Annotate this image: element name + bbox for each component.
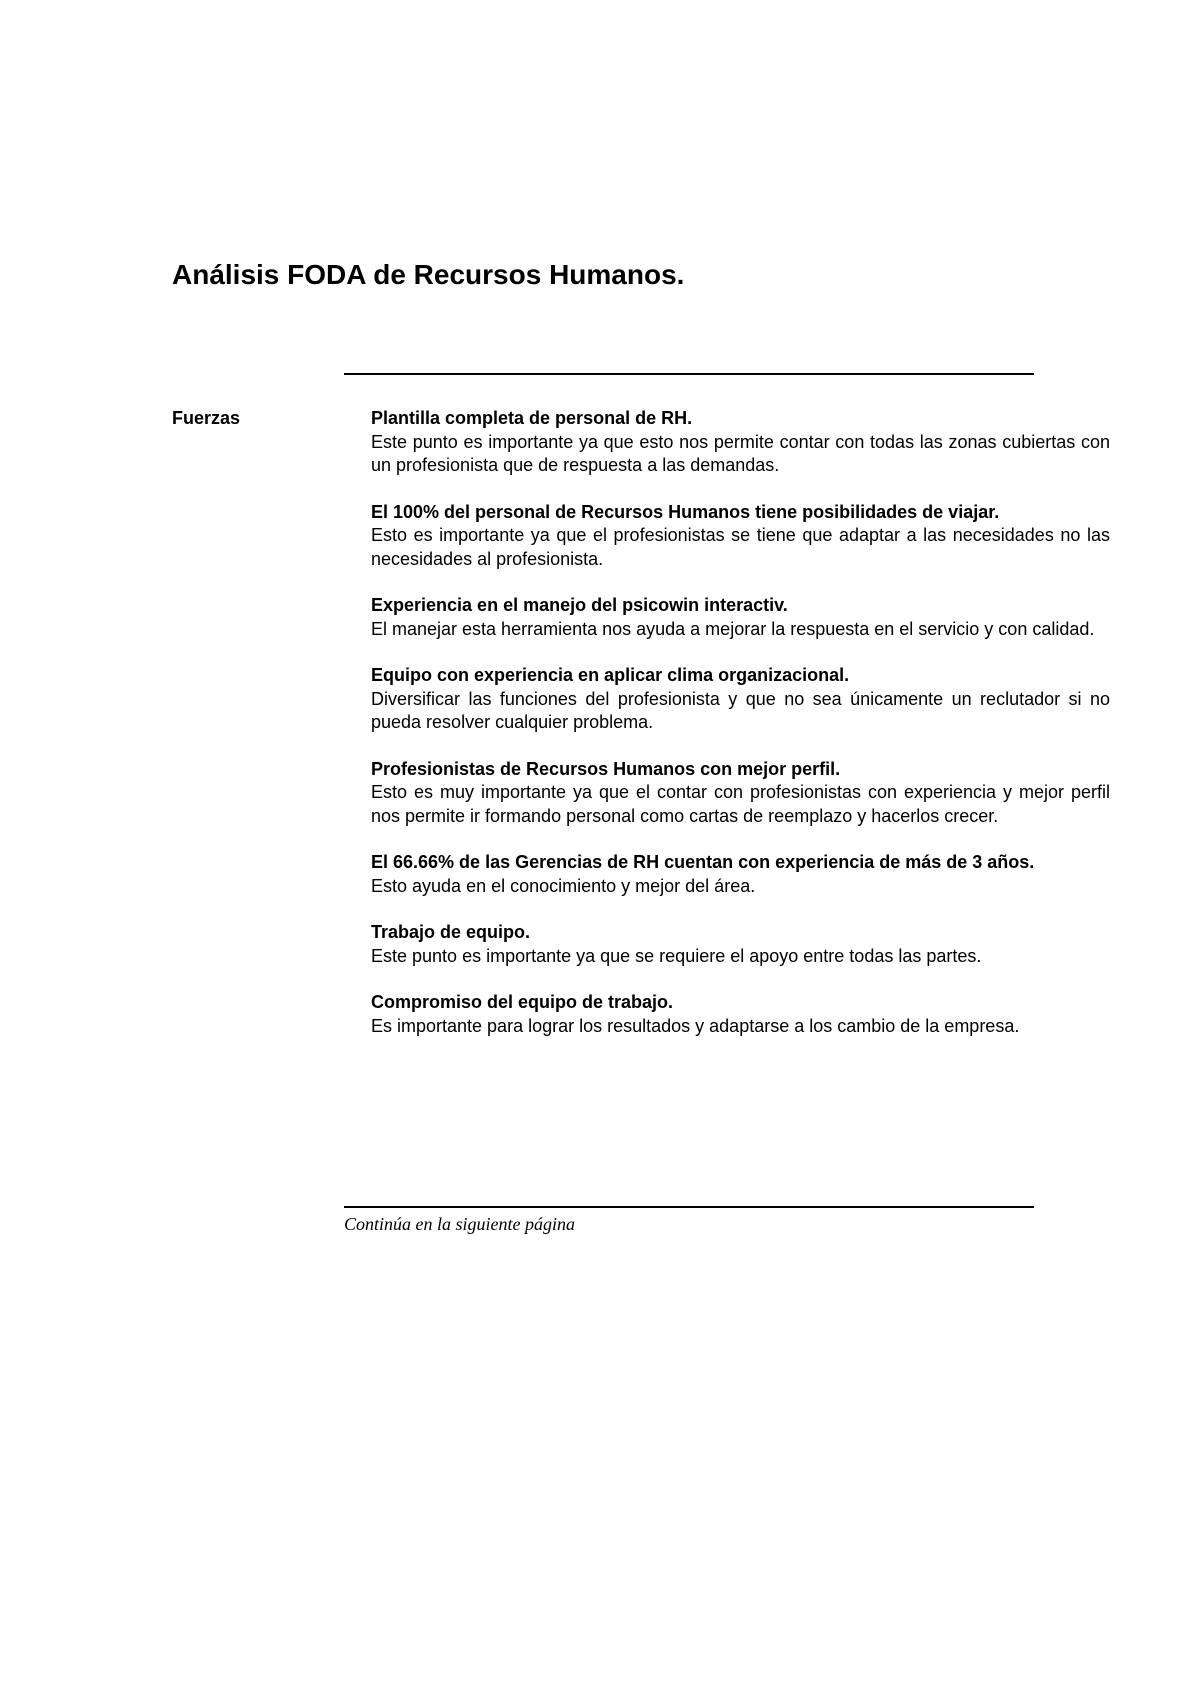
item-heading: Trabajo de equipo. <box>371 922 531 942</box>
item-text: Este punto es importante ya que se requiere el apoyo entre todas las partes. <box>371 945 982 966</box>
list-item <box>371 921 1110 968</box>
item-text: Esto es importante ya que el profesionistas se tiene que adaptar a las necesidades no las necesidades al profesionista. <box>371 525 1110 569</box>
item-text: Esto ayuda en el conocimiento y mejor del área. <box>371 875 756 896</box>
item-heading: Compromiso del equipo de trabajo. <box>371 992 674 1012</box>
item-text: El manejar esta herramienta nos ayuda a mejorar la respuesta en el servicio y con calidad. <box>371 618 1095 639</box>
list-item <box>371 851 1110 898</box>
section-label-fuerzas: Fuerzas <box>172 408 241 428</box>
item-text: Este punto es importante ya que esto nos permite contar con todas las zonas cubiertas con un profesionista que de respuesta a las demandas. <box>371 431 1110 475</box>
item-text: Es importante para lograr los resultados y adaptarse a los cambio de la empresa. <box>371 1015 1020 1036</box>
list-item <box>371 594 1110 641</box>
list-item <box>371 991 1110 1038</box>
item-heading: Profesionistas de Recursos Humanos con mejor perfil. <box>371 758 841 779</box>
item-text: Esto es muy importante ya que el contar con profesionistas con experiencia y mejor perfil nos permite ir formando personal como cartas de reemplazo y hacerlos crecer. <box>371 782 1110 826</box>
item-heading: El 66.66% de las Gerencias de RH cuentan con experiencia de más de 3 años. <box>371 852 1035 872</box>
continue-note: Continúa en la siguiente página <box>344 1214 575 1234</box>
item-heading: El 100% del personal de Recursos Humanos tiene posibilidades de viajar. <box>371 501 1000 522</box>
list-item <box>371 407 1110 478</box>
list-item <box>371 501 1110 572</box>
item-text: Diversificar las funciones del profesionista y que no sea únicamente un reclutador si no pueda resolver cualquier problema. <box>371 688 1110 732</box>
list-item <box>371 664 1110 735</box>
top-divider <box>344 373 1034 375</box>
item-heading: Equipo con experiencia en aplicar clima organizacional. <box>371 665 850 685</box>
strengths-list <box>371 407 1110 1061</box>
item-heading: Experiencia en el manejo del psicowin interactiv. <box>371 595 788 615</box>
item-heading: Plantilla completa de personal de RH. <box>371 408 693 428</box>
page-title: Análisis FODA de Recursos Humanos. <box>172 259 685 290</box>
bottom-divider <box>344 1206 1034 1208</box>
list-item <box>371 758 1110 829</box>
